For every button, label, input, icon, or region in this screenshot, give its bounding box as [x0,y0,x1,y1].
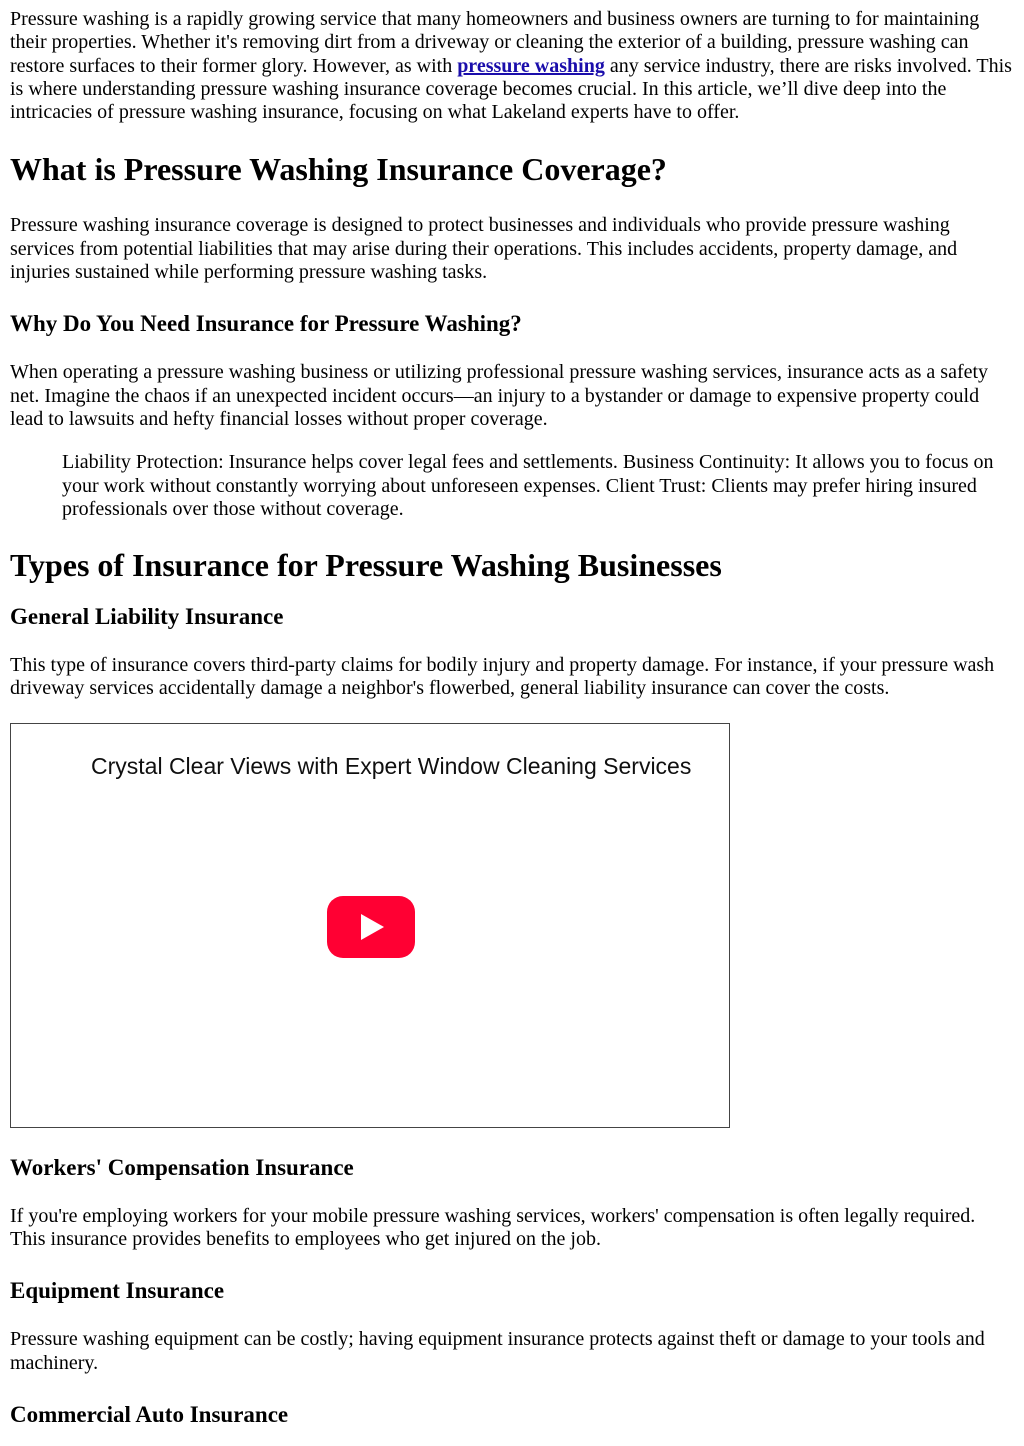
equipment-paragraph: Pressure washing equipment can be costly; having equipment insurance protects against theft or damage to your tools and machinery. [10,1328,985,1374]
heading-equipment-insurance: Equipment Insurance [10,1278,225,1304]
heading-commercial-auto: Commercial Auto Insurance [10,1401,289,1427]
intro-text-end: any service industry, there are risks involved. This is where understanding pressure washing insurance coverage becomes crucial. In this article, we’ll dive deep into the intricacies of pressure washing insurance, focusing on what Lakeland experts have to offer. [10,54,1012,124]
video-title[interactable]: Crystal Clear Views with Expert Window Cleaning Services [91,752,692,779]
why-paragraph: When operating a pressure washing business or utilizing professional pressure washing services, insurance acts as a safety net. Imagine the chaos if an unexpected incident occurs—an injury to a bystander or damage to expensive property could lead to lawsuits and hefty financial losses without proper coverage. [10,361,989,430]
heading-general-liability: General Liability Insurance [10,604,284,630]
play-triangle-icon [361,914,384,940]
coverage-paragraph: Pressure washing insurance coverage is designed to protect businesses and individuals who provide pressure washing services from potential liabilities that may arise during their operations. This includes accidents, property damage, and injuries sustained while performing pressure washing tasks. [10,214,958,284]
heading-types-of-insurance: Types of Insurance for Pressure Washing Businesses [10,547,722,584]
play-icon[interactable] [327,896,415,958]
video-embed[interactable] [10,723,730,1128]
intro-paragraph [10,0,1014,124]
general-liability-paragraph: This type of insurance covers third-party claims for bodily injury and property damage. For instance, if your pressure wash driveway services accidentally damage a neighbor's flowerbed, general liability insurance can cover the costs. [10,654,995,700]
pressure-washing-link[interactable]: pressure washing [457,54,605,77]
workers-compensation-paragraph: If you're employing workers for your mobile pressure washing services, workers' compensation is often legally required. This insurance provides benefits to employees who get injured on the job. [10,1204,976,1251]
intro-text-start: Pressure washing is a rapidly growing service that many homeowners and business owners are turning to for maintaining their properties. Whether it's removing dirt from a driveway or cleaning the exterior of a building, pressure washing can restore surfaces to their former glory. However, as with [10,8,980,77]
heading-workers-compensation: Workers' Compensation Insurance [10,1154,354,1180]
benefits-blockquote: Liability Protection: Insurance helps cover legal fees and settlements. Business Continuity: It allows you to focus on your work without constantly worrying about unforeseen expenses. Client Trust: Clients may prefer hiring insured professionals over those without coverage. [62,451,994,520]
heading-why-need-insurance: Why Do You Need Insurance for Pressure Washing? [10,311,522,337]
heading-what-is-coverage: What is Pressure Washing Insurance Coverage? [10,151,667,188]
